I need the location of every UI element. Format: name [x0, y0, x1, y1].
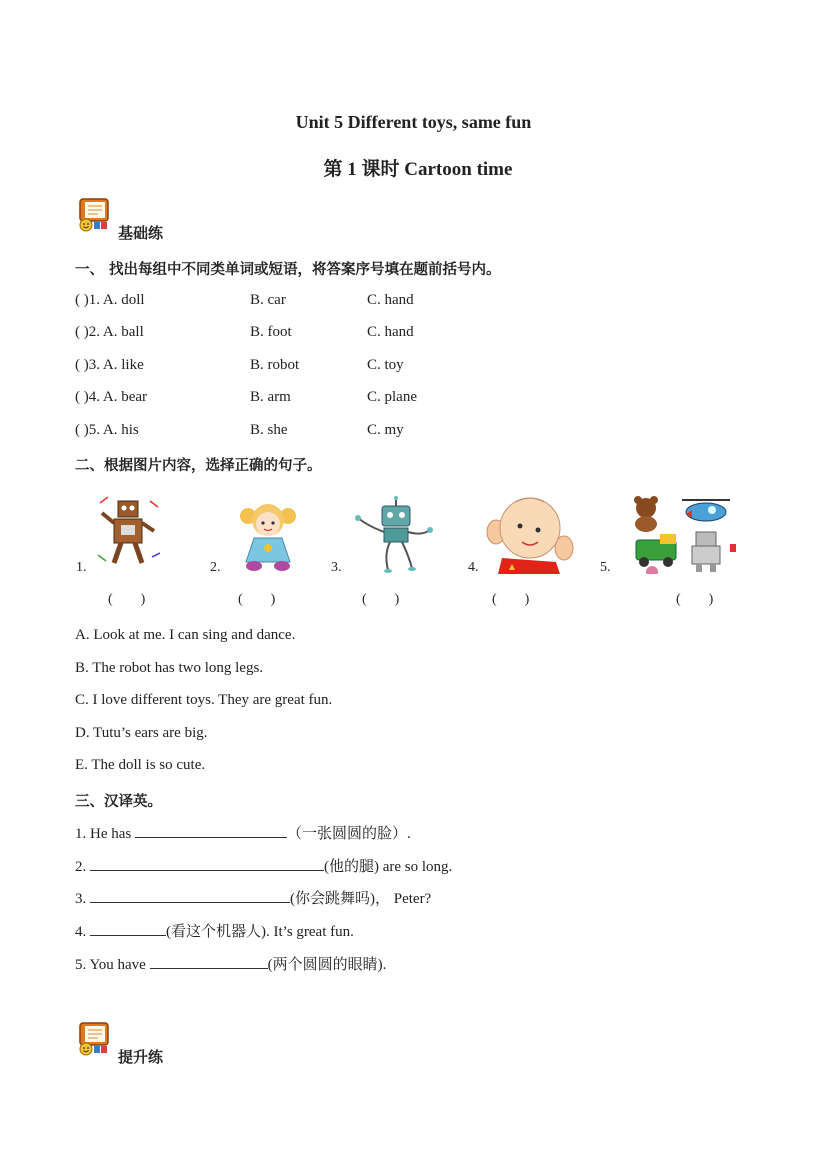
q1-option-c: C. toy	[367, 357, 404, 373]
q3-item-suffix: (两个圆圆的眼睛).	[267, 957, 387, 973]
q3-item-prefix: 2.	[75, 859, 90, 875]
q2-option-a: A. Look at me. I can sing and dance.	[75, 627, 296, 643]
q1-option-c: C. hand	[367, 292, 414, 308]
q1-option-b: B. car	[250, 292, 286, 308]
q3-item-prefix: 1. He has	[75, 826, 135, 842]
picture-number-3: 3.	[331, 560, 342, 575]
picture-number-2: 2.	[210, 560, 221, 575]
q1-option-b: B. foot	[250, 324, 292, 340]
q1-item-1	[75, 292, 755, 312]
question-3-heading: 三、汉译英。	[75, 794, 162, 810]
q3-item-suffix: (看这个机器人). It’s great fun.	[166, 924, 354, 940]
q3-answer-blank-4[interactable]	[90, 921, 166, 936]
unit-title: Unit 5 Different toys, same fun	[295, 112, 532, 132]
picture-number-5: 5.	[600, 560, 611, 575]
picture-answer-5[interactable]: ( )	[676, 592, 714, 607]
q1-option-c: C. my	[367, 422, 404, 438]
boy-big-ears-icon	[486, 492, 574, 574]
q2-option-e: E. The doll is so cute.	[75, 757, 206, 773]
question-2-heading: 二、根据图片内容，选择正确的句子。	[75, 458, 322, 474]
q3-item-prefix: 4.	[75, 924, 90, 940]
q1-option-b: B. arm	[250, 389, 291, 405]
toys-collection-icon	[630, 490, 736, 574]
q1-item-number-a: ( )5. A. his	[75, 422, 139, 438]
picture-answer-4[interactable]: ( )	[492, 592, 530, 607]
q1-item-2	[75, 324, 755, 344]
q1-item-number-a: ( )2. A. ball	[75, 324, 144, 340]
q1-item-number-a: ( )3. A. like	[75, 357, 144, 373]
picture-answer-1[interactable]: ( )	[108, 592, 146, 607]
dancing-robot-icon	[94, 495, 164, 573]
q3-item-4	[75, 920, 354, 941]
q1-item-3	[75, 357, 755, 377]
q3-item-suffix: (你会跳舞吗)， Peter?	[290, 891, 432, 907]
q3-item-3	[75, 887, 431, 908]
q1-item-number-a: ( )4. A. bear	[75, 389, 148, 405]
q3-answer-blank-5[interactable]	[150, 954, 268, 969]
picture-number-4: 4.	[468, 560, 479, 575]
section-label-advanced: 提升练	[118, 1048, 164, 1066]
picture-answer-2[interactable]: ( )	[238, 592, 276, 607]
book-stack-icon	[76, 1021, 112, 1057]
picture-answer-3[interactable]: ( )	[362, 592, 400, 607]
doll-icon	[232, 496, 304, 574]
book-stack-icon	[76, 197, 112, 233]
q3-item-5	[75, 953, 386, 974]
q2-option-b: B. The robot has two long legs.	[75, 660, 264, 676]
picture-number-1: 1.	[76, 560, 87, 575]
section-label-basic: 基础练	[118, 224, 164, 242]
q1-option-c: C. hand	[367, 324, 414, 340]
q1-option-b: B. she	[250, 422, 288, 438]
question-1-heading: 一、 找出每组中不同类单词或短语，将答案序号填在题前括号内。	[75, 262, 501, 278]
q2-option-d: D. Tutu’s ears are big.	[75, 725, 208, 741]
q3-item-prefix: 3.	[75, 891, 90, 907]
q1-option-b: B. robot	[250, 357, 300, 373]
q3-answer-blank-3[interactable]	[90, 888, 290, 903]
q3-item-suffix: （一张圆圆的脸）.	[287, 826, 411, 842]
lesson-title: 第 1 课时 Cartoon time	[323, 159, 513, 180]
q3-item-1	[75, 822, 411, 843]
q3-answer-blank-2[interactable]	[90, 856, 324, 871]
q3-item-prefix: 5. You have	[75, 957, 150, 973]
q1-item-number-a: ( )1. A. doll	[75, 292, 145, 308]
q1-option-c: C. plane	[367, 389, 417, 405]
q3-item-2	[75, 855, 452, 876]
q2-option-c: C. I love different toys. They are great fun.	[75, 692, 333, 708]
q3-item-suffix: (他的腿) are so long.	[324, 859, 453, 875]
q1-item-4	[75, 389, 755, 409]
q1-item-5	[75, 422, 755, 442]
robot-long-legs-icon	[350, 496, 436, 574]
q3-answer-blank-1[interactable]	[135, 823, 287, 838]
